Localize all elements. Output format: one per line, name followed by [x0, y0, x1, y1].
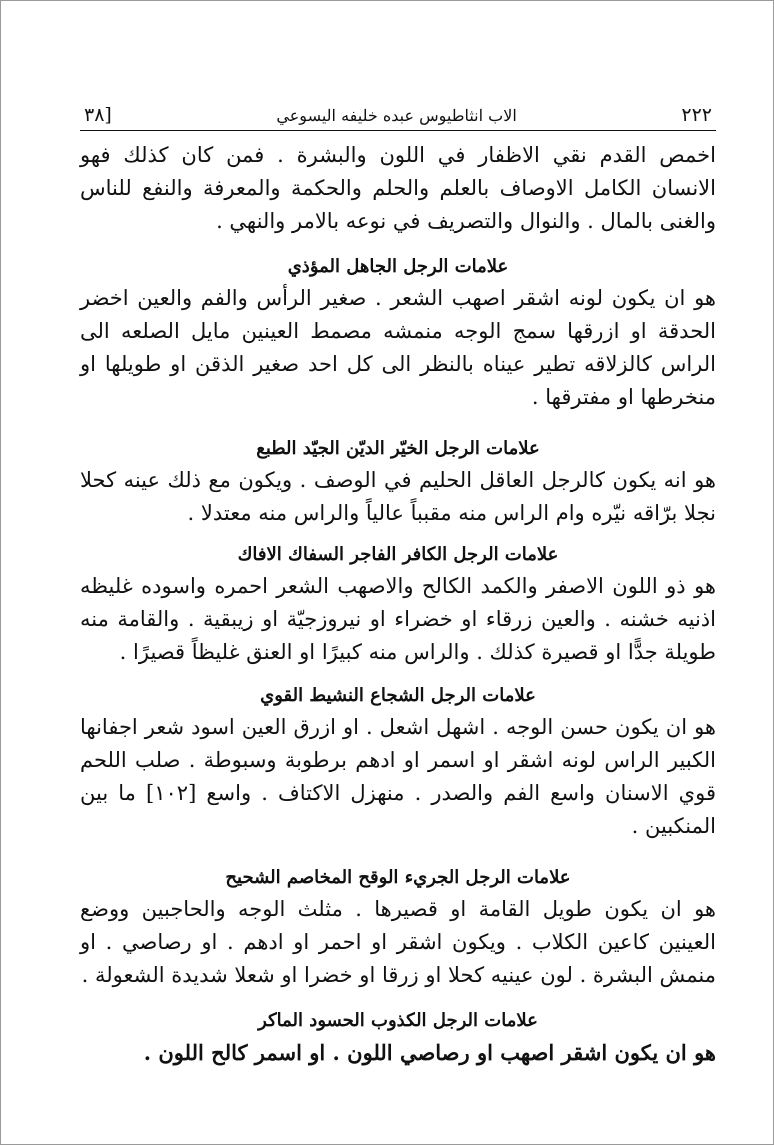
- section-marker: [٣٨: [84, 104, 112, 126]
- section-heading: علامات الرجل الكافر الفاجر السفاك الافاك: [237, 544, 559, 565]
- section-heading: علامات الرجل الكذوب الحسود الماكر: [258, 1010, 538, 1031]
- running-header: [80, 100, 716, 131]
- paragraph: هو انه يكون كالرجل العاقل الحليم في الوصف . ويكون مع ذلك عينه كحلا نجلا برّاقه نيّره وام الراس منه مقبباً عالياً والراس منه معتدلا .: [80, 468, 716, 525]
- page-number: ٢٢٢: [681, 104, 712, 126]
- paragraph: هو ان يكون اشقر اصهب او رصاصي اللون . او اسمر كالح اللون .: [143, 1040, 716, 1065]
- section-heading: علامات الرجل الجاهل المؤذي: [287, 256, 509, 277]
- paragraph: اخمص القدم نقي الاظفار في اللون والبشرة . فمن كان كذلك فهو الانسان الكامل الاوصاف بالعلم والحلم والحكمة والمعرفة والنفع للناس والغنى بالمال . والنوال والتصريف في نوعه بالامر والنهي .: [80, 143, 716, 233]
- paragraph: هو ذو اللون الاصفر والكمد الكالح والاصهب الشعر احمره واسوده غليظه اذنيه خشنه . والعين زرقاء او خضراء او نيروزجيّة او زيبقية . والقامة منه طويلة جدًّا او قصيرة كذلك . والراس منه كبيرًا او العنق غليظاً قصيرًا .: [80, 574, 716, 664]
- section-heading: علامات الرجل الخيّر الديّن الجيّد الطبع: [256, 438, 540, 459]
- paragraph: هو ان يكون طويل القامة او قصيرها . مثلث الوجه والحاجبين ووضع العينين كاعين الكلاب . ويكون اشقر او احمر او ادهم . او رصاصي . او منمش البشرة . لون عينيه كحلا او زرقا او خضرا او شعلا شديدة الشعولة .: [80, 897, 716, 987]
- section-heading: علامات الرجل الشجاع النشيط القوي: [260, 685, 536, 706]
- paragraph: هو ان يكون لونه اشقر اصهب الشعر . صغير الرأس والفم والعين اخضر الحدقة او ازرقها سمج الوجه منمشه مصمط العينين مايل الصلعه الى الراس كالزلاقه تطير عيناه بالنظر الى كل احد صغير الذقن او طويلها او منخرطها او مفترقها .: [80, 286, 716, 409]
- section-heading: علامات الرجل الجريء الوقح المخاصم الشحيح: [225, 867, 571, 888]
- paragraph: هو ان يكون حسن الوجه . اشهل اشعل . او ازرق العين اسود شعر اجفانها الكبير الراس لونه اشقر او اسمر او ادهم برطوبة وسبوطة . صلب اللحم قوي الاسنان واسع الفم والصدر . منهزل الاكتاف . واسع [١٠٢] ما بين المنكبين .: [80, 715, 717, 838]
- running-title: الاب انثاطيوس عبده خليفه اليسوعي: [276, 106, 517, 125]
- document-page: [80, 100, 716, 1069]
